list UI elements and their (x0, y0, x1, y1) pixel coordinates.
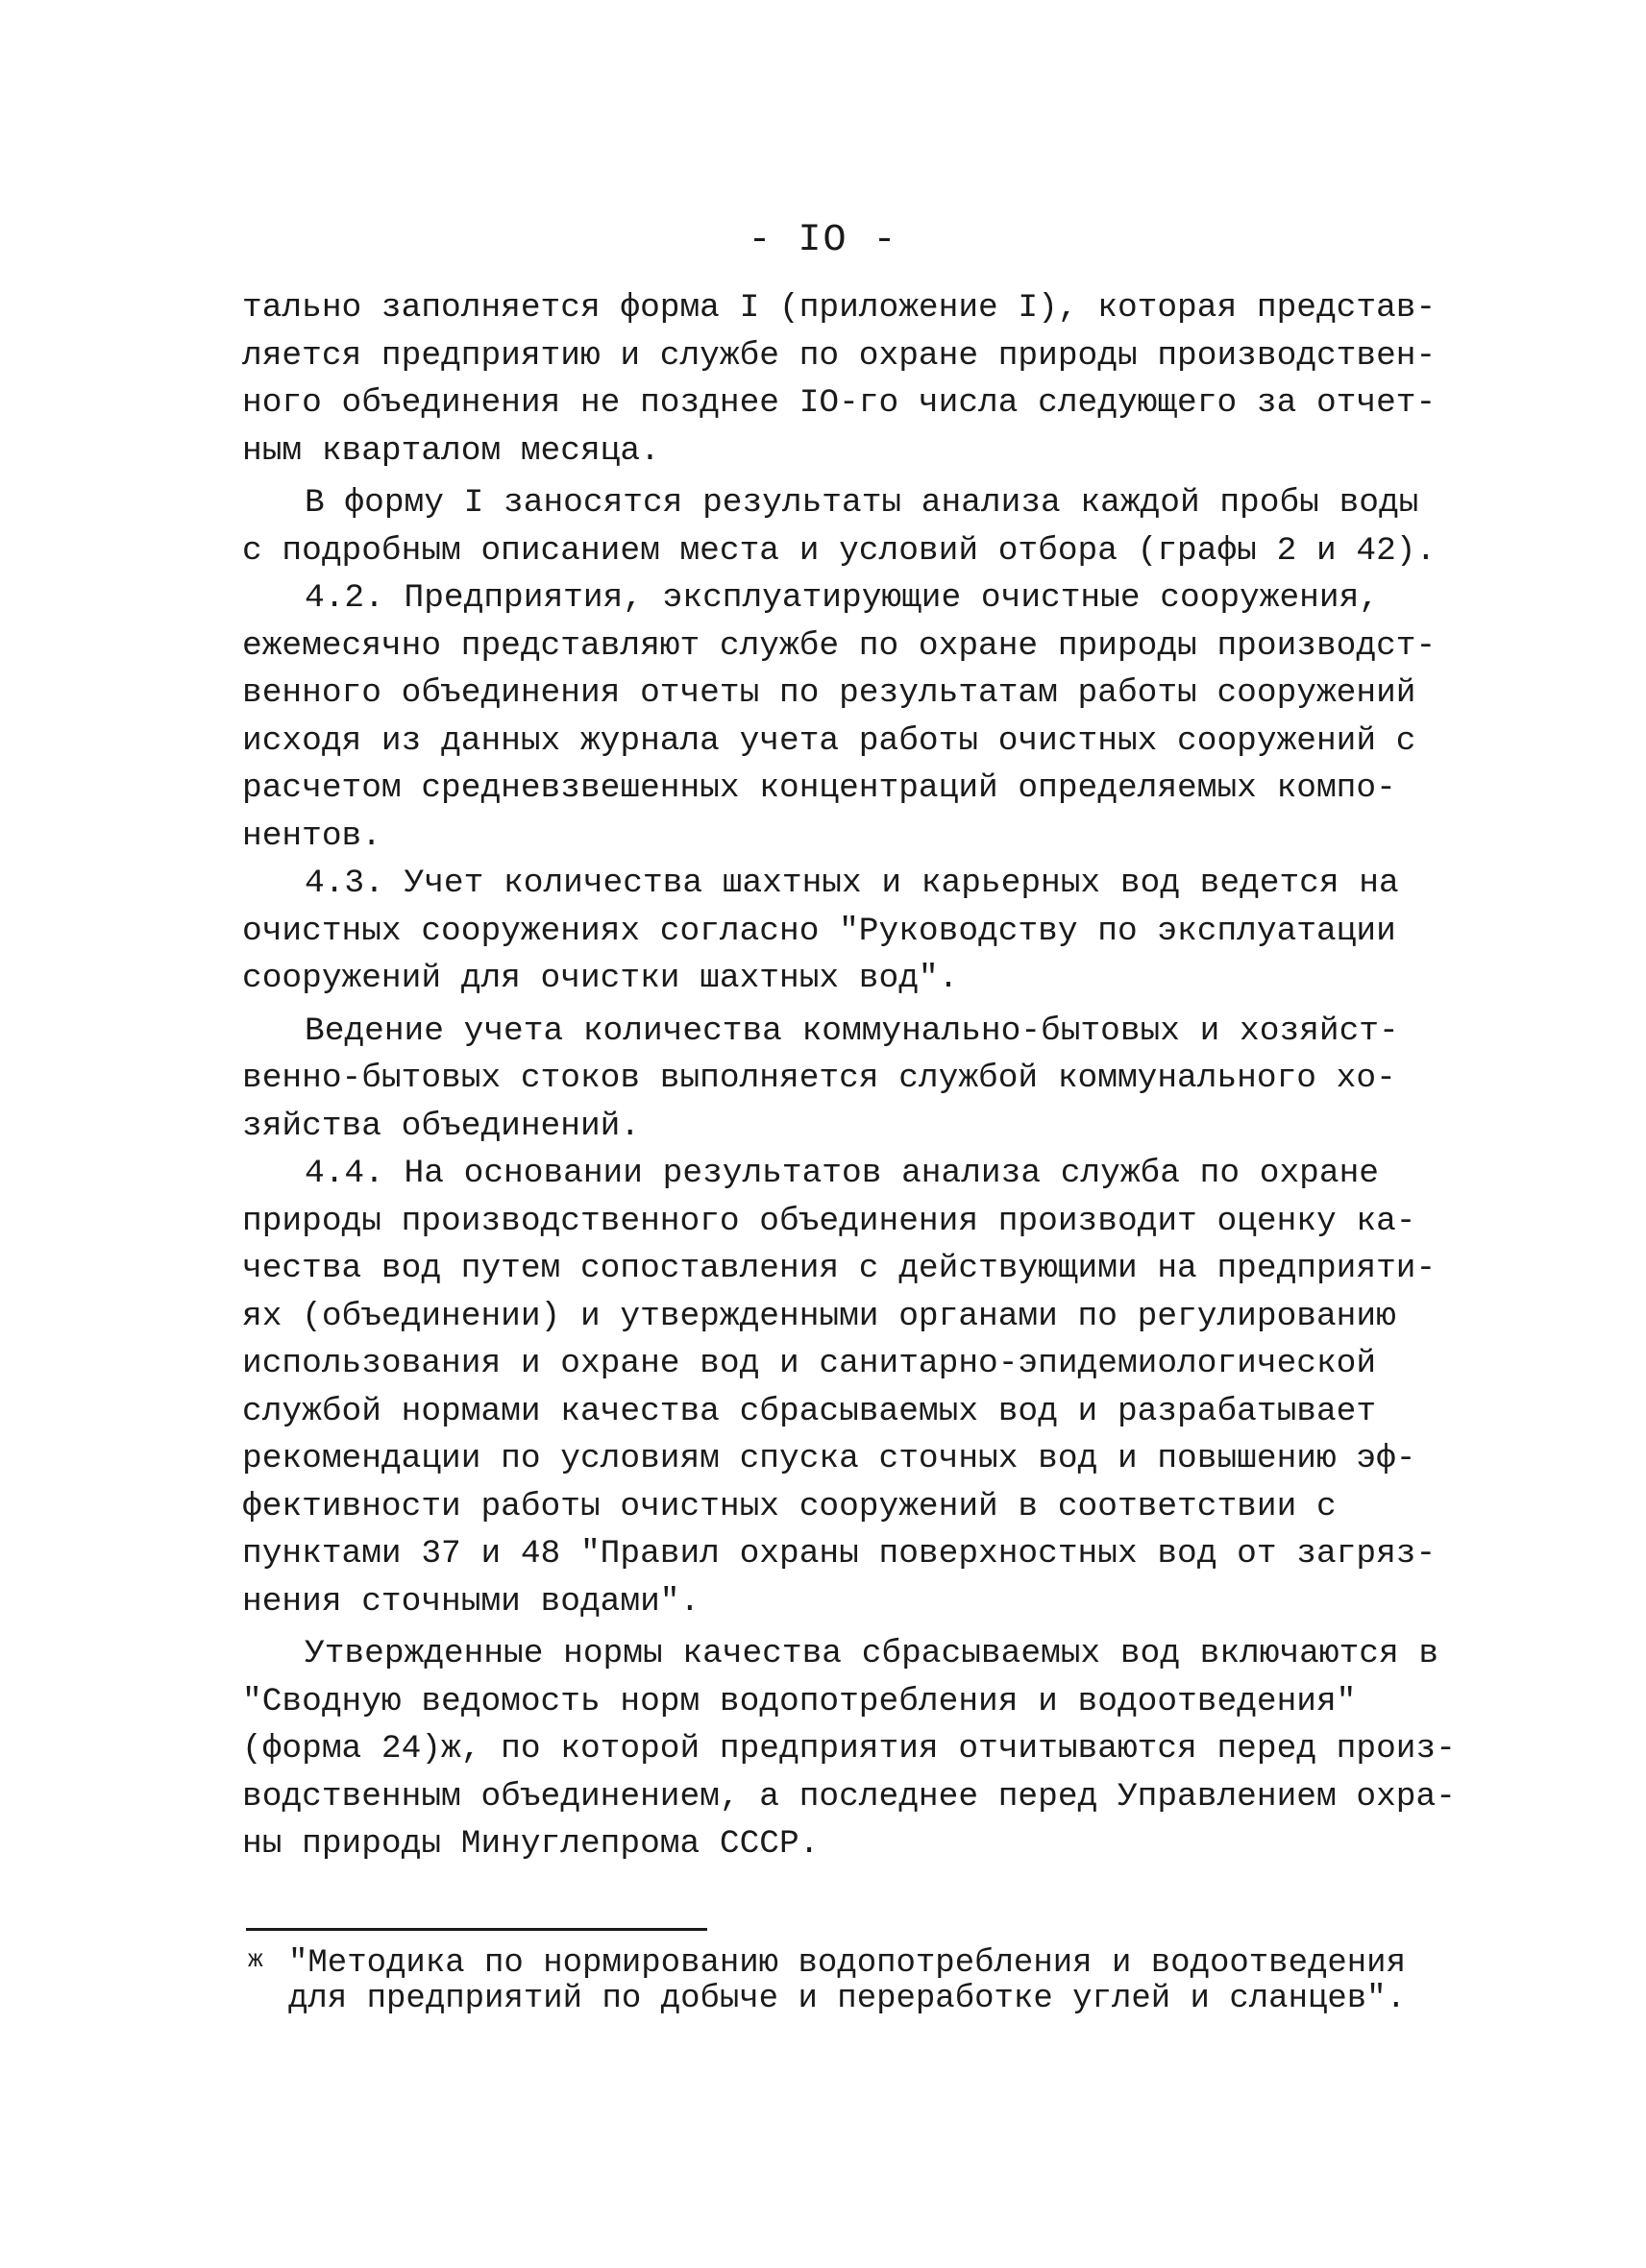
text-line: исходя из данных журнала учета работы очистных сооружений с (242, 721, 1416, 760)
text-line: ляется предприятию и службе по охране природы производствен- (242, 336, 1437, 375)
body-text (242, 284, 1462, 1868)
footnote-marker: ж (248, 1945, 263, 1974)
page-number: - IO - (748, 219, 898, 262)
text-line: природы производственного объединения производит оценку ка- (242, 1202, 1416, 1240)
text-line: ны природы Минуглепрома СССР. (242, 1825, 820, 1863)
text-line: Утвержденные нормы качества сбрасываемых вод включаются в (305, 1635, 1439, 1672)
text-line: ях (объединении) и утвержденными органами по регулированию (242, 1297, 1396, 1335)
text-line: нентов. (242, 817, 381, 855)
text-line: 4.2. Предприятия, эксплуатирующие очистные сооружения, (305, 579, 1379, 617)
text-line: венного объединения отчеты по результатам работы сооружений (242, 674, 1416, 712)
footnote-line (248, 1946, 1478, 1982)
text-line: ежемесячно представляют службе по охране природы производст- (242, 626, 1437, 665)
paragraph-3 (242, 574, 1462, 860)
text-line: (форма 24)ж, по которой предприятия отчитываются перед произ- (242, 1730, 1456, 1768)
text-line: водственным объединением, а последнее перед Управлением охра- (242, 1777, 1456, 1816)
paragraph-2 (242, 479, 1462, 574)
text-line: пунктами 37 и 48 "Правил охраны поверхностных вод от загряз- (242, 1535, 1437, 1573)
footnote-divider (246, 1928, 707, 1931)
text-line: расчетом средневзвешенных концентраций определяемых компо- (242, 769, 1396, 807)
text-line: сооружений для очистки шахтных вод". (242, 960, 959, 997)
text-line: "Сводную ведомость норм водопотребления и водоотведения" (242, 1682, 1357, 1720)
paragraph-7 (242, 1630, 1462, 1868)
text-line: чества вод путем сопоставления с действующими на предприяти- (242, 1250, 1437, 1287)
text-line: зяйства объединений. (242, 1107, 641, 1145)
footnote-text: "Методика по нормированию водопотребления и водоотведения (288, 1945, 1406, 1982)
text-line: венно-бытовых стоков выполняется службой коммунального хо- (242, 1060, 1396, 1097)
text-line: с подробным описанием места и условий отбора (графы 2 и 42). (242, 531, 1437, 570)
footnote-line: для предприятий по добыче и переработке углей и сланцев". (288, 1981, 1406, 2017)
text-line: очистных сооружениях согласно "Руководству по эксплуатации (242, 912, 1396, 950)
text-line: Ведение учета количества коммунально-бытовых и хозяйст- (305, 1012, 1399, 1050)
text-line: рекомендации по условиям спуска сточных вод и повышению эф- (242, 1440, 1416, 1477)
text-line: ным кварталом месяца. (242, 431, 660, 470)
paragraph-4 (242, 860, 1462, 1003)
text-line: службой нормами качества сбрасываемых вод и разрабатывает (242, 1392, 1377, 1430)
paragraph-5 (242, 1008, 1462, 1151)
text-line: ного объединения не позднее IO-го числа следующего за отчет- (242, 384, 1437, 422)
text-line: нения сточными водами". (242, 1582, 700, 1621)
text-line: В форму I заносятся результаты анализа каждой пробы воды (305, 484, 1419, 522)
text-line: 4.3. Учет количества шахтных и карьерных вод ведется на (305, 865, 1399, 902)
paragraph-1 (242, 284, 1462, 475)
text-line: использования и охране вод и санитарно-эпидемиологической (242, 1345, 1377, 1382)
footnote (248, 1946, 1478, 2017)
text-line: тально заполняется форма I (приложение I), которая представ- (242, 289, 1437, 327)
text-line: 4.4. На основании результатов анализа служба по охране (305, 1155, 1379, 1192)
paragraph-6 (242, 1150, 1462, 1625)
text-line: фективности работы очистных сооружений в соответствии с (242, 1487, 1337, 1525)
